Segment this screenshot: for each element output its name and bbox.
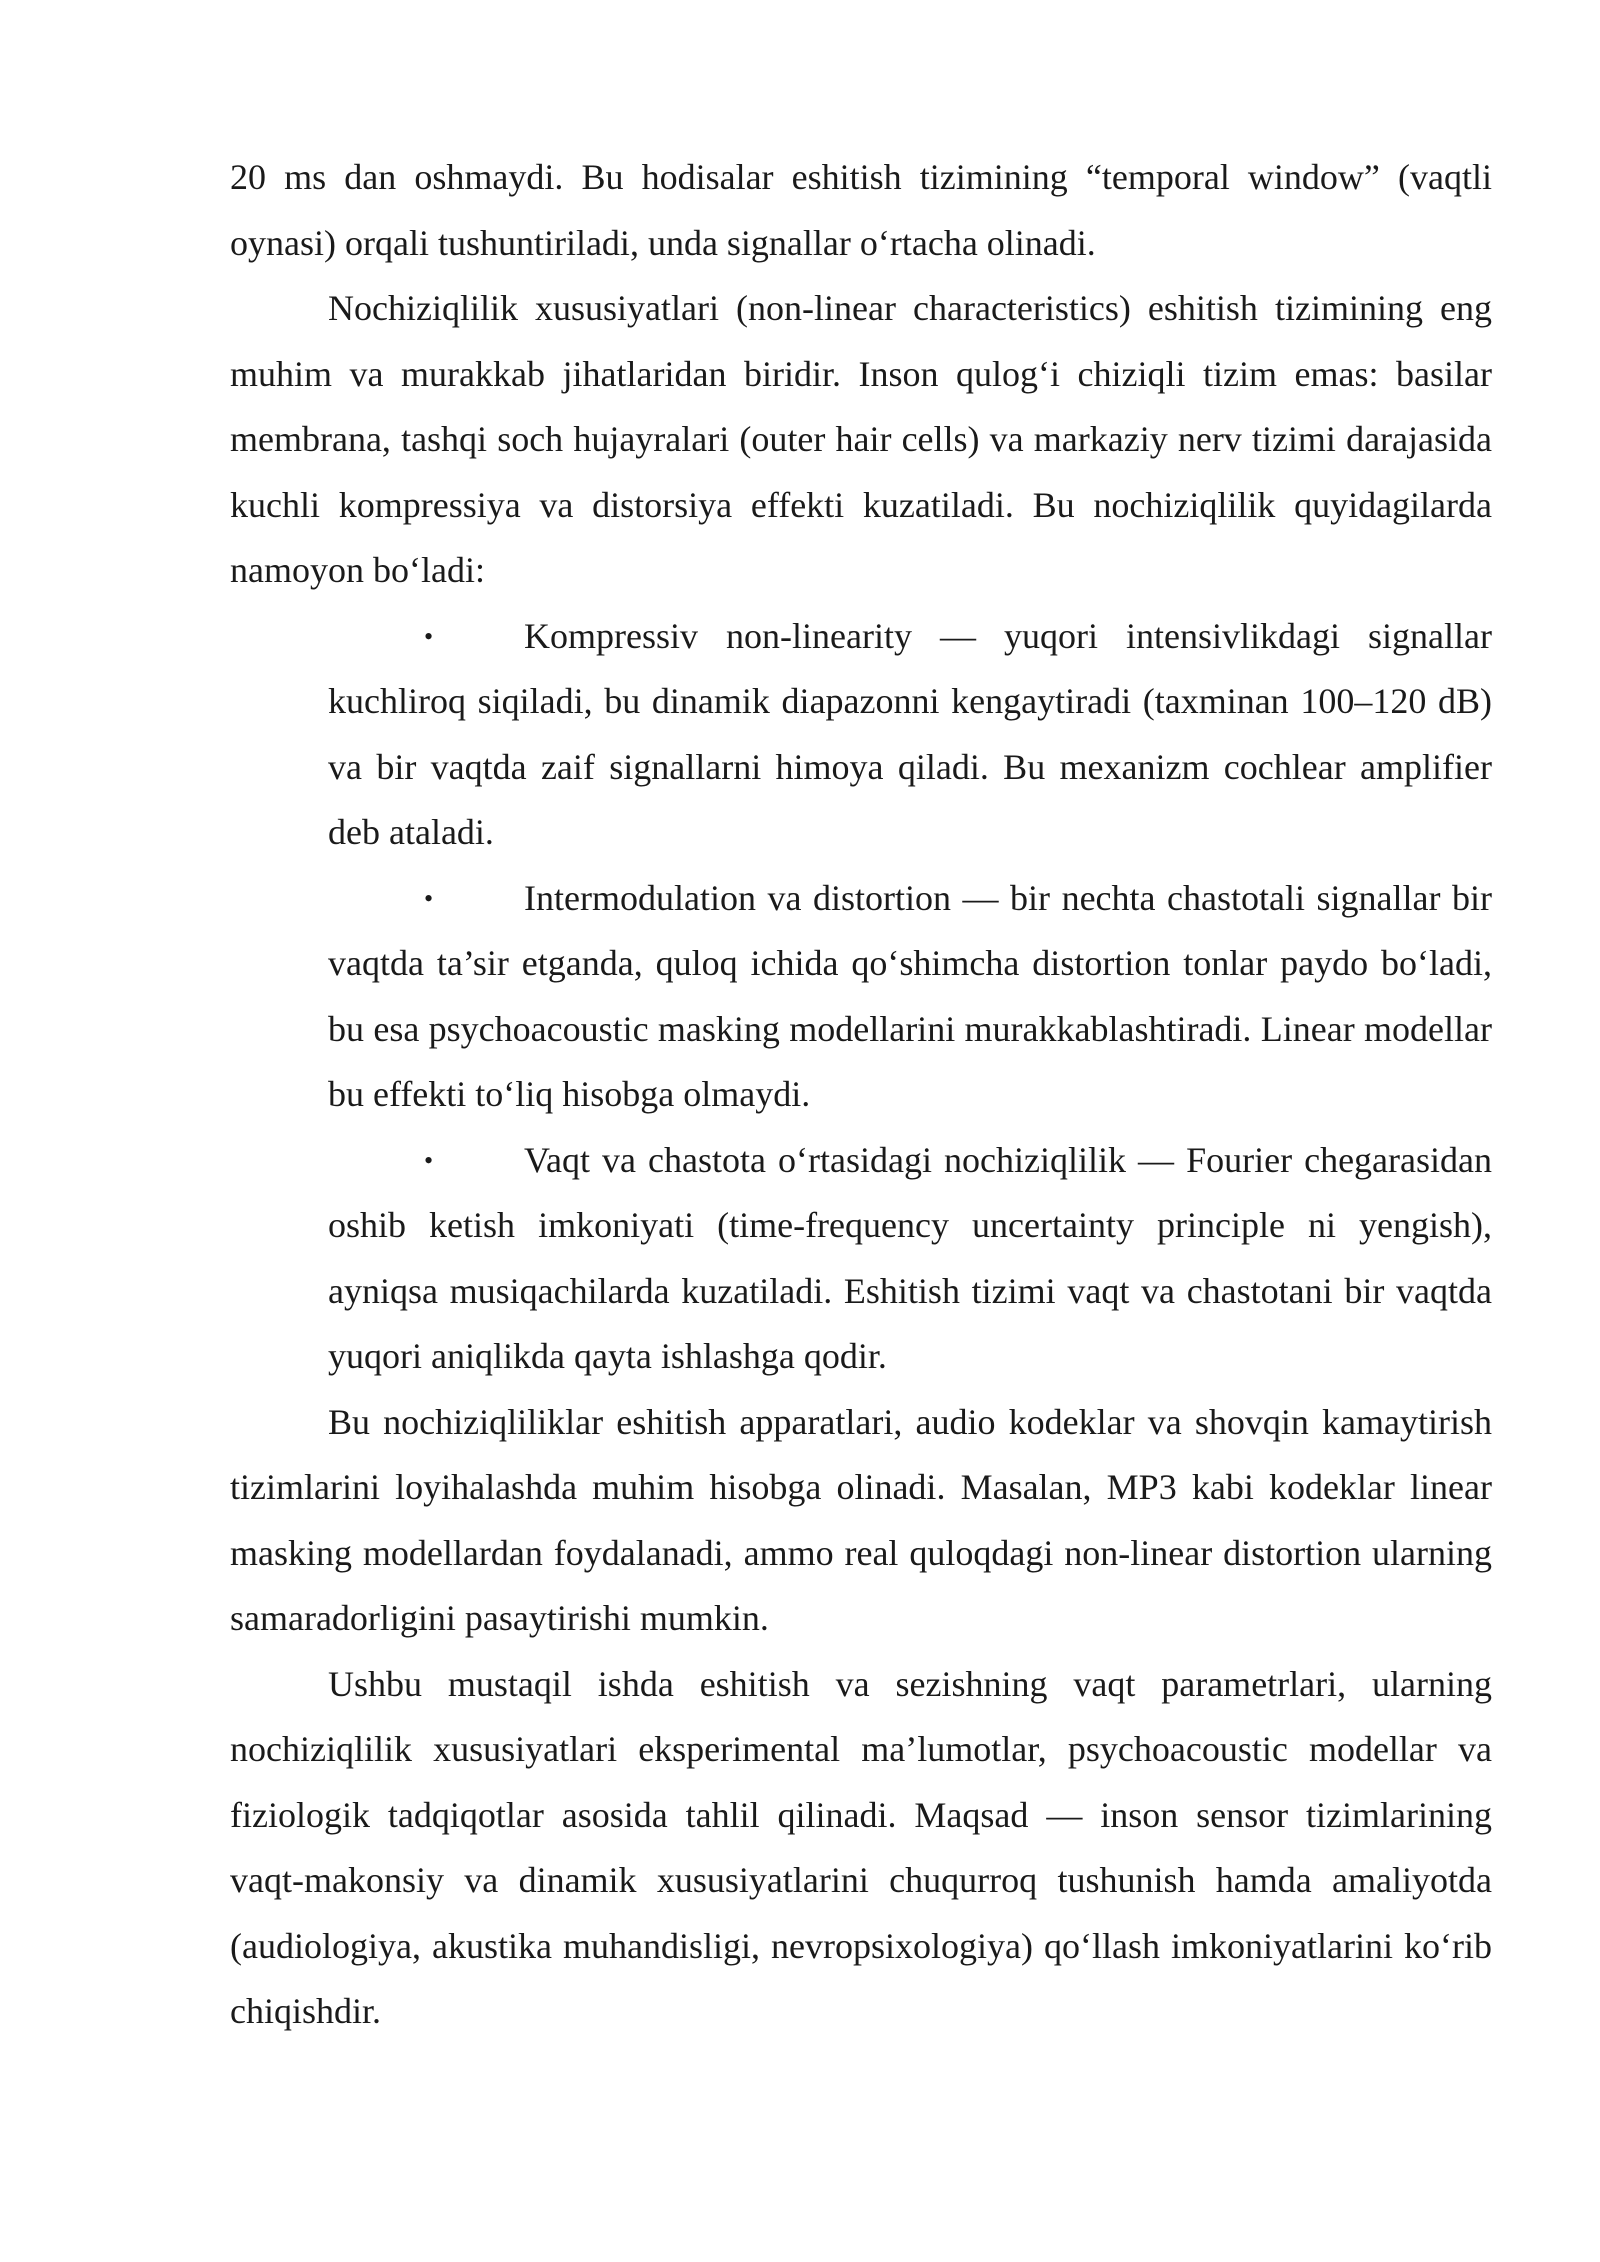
list-item-text: Kompressiv non-linearity — yuqori intensivlikdagi signallar kuchliroq siqiladi, bu dinamik diapazonni kengaytiradi (taxminan 100–120 dB) va bir vaqtda zaif signallarni himoya qiladi. Bu mexanizm cochlear amplifier deb ataladi. (328, 615, 1492, 852)
document-body (230, 145, 1492, 2045)
list-item (328, 866, 1492, 1128)
list-item (328, 1128, 1492, 1390)
list-item-text: Intermodulation va distortion — bir nechta chastotali signallar bir vaqtda ta’sir etganda, quloq ichida qoʻshimcha distortion tonlar paydo boʻladi, bu esa psychoacoustic masking modellarini murakkablashtiradi. Linear modellar bu effekti toʻliq hisobga olmaydi. (328, 877, 1492, 1114)
list-item-text: Vaqt va chastota oʻrtasidagi nochiziqlilik — Fourier chegarasidan oshib ketish imkoniyati (time-frequency uncertainty principle ni yengish), ayniqsa musiqachilarda kuzatiladi. Eshitish tizimi vaqt va chastotani bir vaqtda yuqori aniqlikda qayta ishlashga qodir. (328, 1139, 1492, 1376)
paragraph-temporal-window: 20 ms dan oshmaydi. Bu hodisalar eshitish tizimining “temporal window” (vaqtli oynasi) orqali tushuntiriladi, unda signallar oʻrtacha olinadi. (230, 157, 1492, 263)
paragraph-nonlinear-intro: Nochiziqlilik xususiyatlari (non-linear characteristics) eshitish tizimining eng muhim va murakkab jihatlaridan biridir. Inson qulogʻi chiziqli tizim emas: basilar membrana, tashqi soch hujayralari (outer hair cells) va markaziy nerv tizimi darajasida kuchli kompressiya va distorsiya effekti kuzatiladi. Bu nochiziqlilik quyidagilarda namoyon boʻladi: (230, 288, 1492, 590)
paragraph-objective: Ushbu mustaqil ishda eshitish va sezishning vaqt parametrlari, ularning nochiziqlilik xususiyatlari eksperimental ma’lumotlar, psychoacoustic modellar va fiziologik tadqiqotlar asosida tahlil qilinadi. Maqsad — inson sensor tizimlarining vaqt-makonsiy va dinamik xususiyatlarini chuqurroq tushunish hamda amaliyotda (audiologiya, akustika muhandisligi, nevropsixologiya) qoʻllash imkoniyatlarini koʻrib chiqishdir. (230, 1663, 1492, 2031)
nonlinearity-list (230, 604, 1492, 1390)
bullet-icon: • (424, 883, 434, 913)
bullet-icon: • (424, 1145, 434, 1175)
bullet-icon: • (424, 621, 434, 651)
paragraph-applications: Bu nochiziqliliklar eshitish apparatlari, audio kodeklar va shovqin kamaytirish tizimlarini loyihalashda muhim hisobga olinadi. Masalan, MP3 kabi kodeklar linear masking modellardan foydalanadi, ammo real quloqdagi non-linear distortion ularning samaradorligini pasaytirishi mumkin. (230, 1401, 1492, 1638)
list-item (328, 604, 1492, 866)
